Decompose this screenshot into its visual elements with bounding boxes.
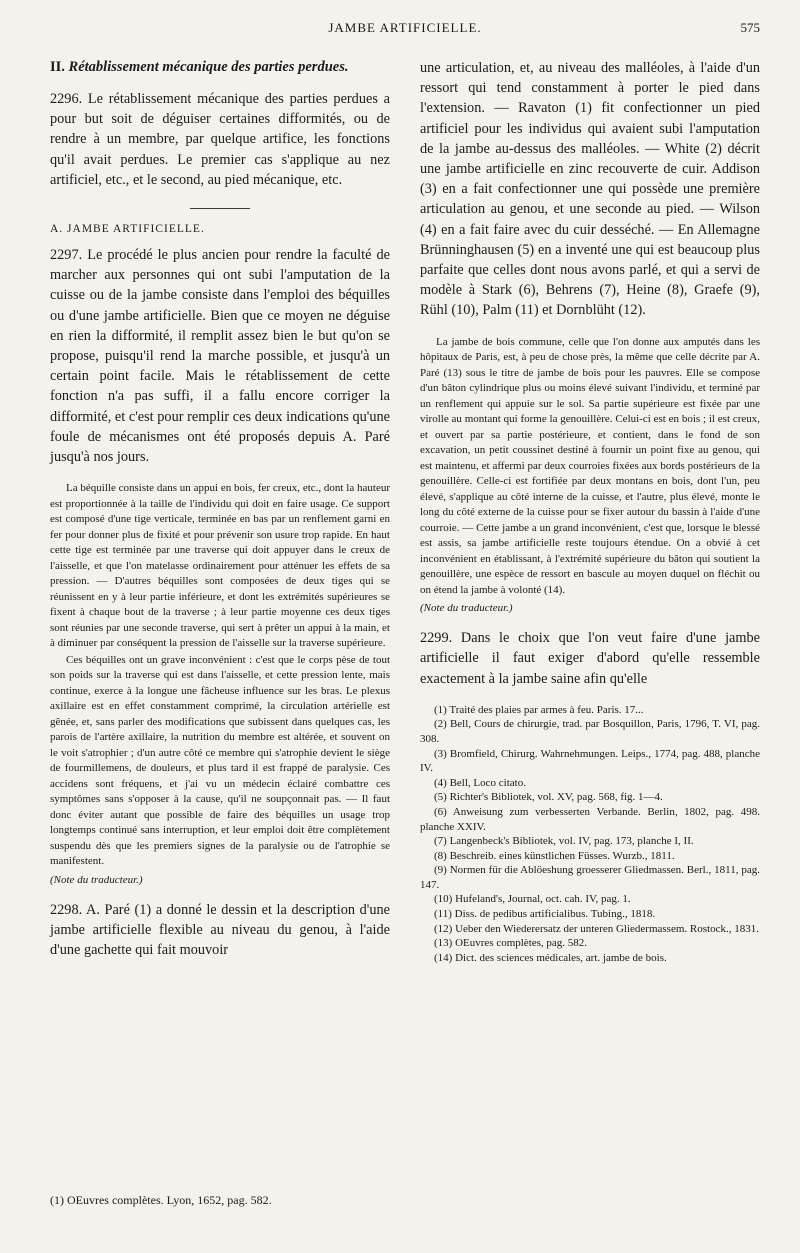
footnote: (14) Dict. des sciences médicales, art. jambe de bois.	[434, 951, 667, 964]
footnote: (1) Traité des plaies par armes à feu. Paris. 17...	[434, 703, 644, 716]
footnote: (8) Beschreib. eines künstlichen Füsses. Wurzb., 1811.	[434, 849, 675, 862]
right-column	[420, 58, 760, 965]
page-header	[50, 20, 760, 42]
footnote: (12) Ueber den Wiederersatz der unteren Gliedermassem. Rostock., 1831.	[434, 922, 759, 935]
paragraph-2297: 2297. Le procédé le plus ancien pour rendre la faculté de marcher aux personnes qui ont subi l'amputation de la cuisse ou de la jambe consiste dans l'emploi des béquilles ou d'une jambe artificielle. Bien que ce moyen ne déguise en rien la difformité, il remplit assez bien le but qu'on se propose, puisqu'il rend la marche possible, et jusqu'à un certain point facile. Mais le rétablissement de cette fonction n'a pas suffi, il a fallu encore corriger la difformité, et c'est pour remplir ces deux indications qu'une foule de mécanismes ont été proposés depuis A. Paré jusqu'à nos jours.	[50, 247, 390, 466]
paragraph-2296: 2296. Le rétablissement mécanique des parties perdues a pour but soit de déguiser certaines difformités, ou de rendre à un membre, par quelque artifice, les fonctions qu'il avait perdues. Le premier cas s'applique au nez artificiel, etc., et le second, au pied mécanique, etc.	[50, 91, 390, 188]
footnote: (10) Hufeland's, Journal, oct. cah. IV, pag. 1.	[434, 893, 631, 906]
subsection-title	[50, 58, 390, 77]
footnote: (7) Langenbeck's Bibliotek, vol. IV, pag. 173, planche I, II.	[434, 835, 694, 848]
spacer	[50, 467, 390, 481]
subsection-title-text: Rétablissement mécanique des parties perdues.	[68, 59, 349, 75]
running-title: JAMBE ARTIFICIELLE.	[328, 20, 482, 35]
section-divider	[190, 208, 250, 209]
translator-note-credit: (Note du traducteur.)	[420, 602, 513, 615]
translator-note-paragraph: La jambe de bois commune, celle que l'on donne aux amputés dans les hôpitaux de Paris, est, à peu de chose près, la même que celle décrite par A. Paré (13) sous le titre de jambe de bois pour les pauvres. Elle se compose d'un bâton cylindrique plus ou moins élevé suivant l'individu, et terminé par un renflement qui appuie sur le sol. Sa partie supérieure est fixée par une virolle au montant qui forme la genouillère. Celui-ci est en bois ; il est creux, et ouvert par sa partie postérieure, et contient, dans le fond de son excavation, un petit coussinet destiné à fournir un point fixe au genou, qui est maintenu, et affermi par deux courroies fixées aux bords postérieurs de la genouillère. Celle-ci est fortifiée par deux montans en bois, dont l'un, peu élevé, s'applique au côté interne de la cuisse, et l'autre, plus élevé, monte le long du côté externe de la cuisse pour se fixer autour du bassin à l'aide d'une courroie. — Cette jambe a un grand inconvénient, c'est que, lorsque le blessé est assis, sa jambe artificielle reste toujours étendue. On a obvié à cet inconvénient en établissant, à l'extrémité supérieure du bâton qui soutient la genouillère, une espèce de ressort en bascule au moyen duquel on fléchit ou on étend la jambe à volonté (14).	[420, 335, 760, 596]
left-column	[50, 58, 390, 960]
footnote: (3) Bromfield, Chirurg. Wahrnehmungen. Leips., 1774, pag. 488, planche IV.	[420, 747, 760, 775]
spacer	[420, 321, 760, 335]
footnote-left: (1) OEuvres complètes. Lyon, 1652, pag. 582.	[50, 1193, 272, 1207]
footnote: (4) Bell, Loco citato.	[434, 776, 526, 789]
page-number: 575	[740, 20, 760, 35]
footnote: (9) Normen für die Ablöeshung groesserer Gliedmassen. Berl., 1811, pag. 147.	[420, 864, 760, 891]
footnotes-list	[420, 703, 760, 966]
paragraph-2298-continued: une articulation, et, au niveau des malléoles, à l'aide d'un ressort qui tend constamment à porter le pied dans l'extension. — Ravaton (1) fit confectionner un pied artificiel pour les individus qui avaient subi l'amputation de la jambe au-dessus des malléoles. — White (2) décrit une jambe artificielle en zinc recouverte de cuir. Addison (3) en a fait confectionner une qui possède une première articulation au genou, et une seconde au pied. — Wilson (4) en a fait faire avec du cuir desséché. — En Allemagne Brünninghausen (5) en a inventé une qui est beaucoup plus parfaite que celles dont nous avons parlé, et qui a servi de modèle à Stark (6), Behrens (7), Heine (8), Graefe (9), Rühl (10), Palm (11) et Dornblüht (12).	[420, 60, 760, 319]
section-heading: A. JAMBE ARTIFICIELLE.	[50, 223, 205, 236]
footnote: (5) Richter's Bibliotek, vol. XV, pag. 568, fig. 1—4.	[434, 791, 663, 804]
translator-note-credit: (Note du traducteur.)	[50, 873, 143, 886]
footnote: (13) OEuvres complètes, pag. 582.	[434, 937, 588, 950]
paragraph-2299: 2299. Dans le choix que l'on veut faire d'une jambe artificielle il faut exiger d'abord qu'elle ressemble exactement à la jambe saine afin qu'elle	[420, 630, 760, 687]
translator-note-paragraph: La béquille consiste dans un appui en bois, fer creux, etc., dont la hauteur est proportionnée à la taille de l'individu qui doit en faire usage. Ce support est composé d'une tige verticale, terminée en bas par un renflement garni en fer pour donner plus de fixité et pour prévenir son usure trop rapide. En haut cette tige est terminée par une traverse qui doit appuyer dans le creux de l'aisselle, et que l'on matelasse ordinairement pour atténuer les effets de sa pression. — D'autres béquilles sont composées de deux tiges qui se réunissent en y à leur partie inférieure, et dont les extrémités supérieures se fixent à chaque bout de la traverse ; à leur partie moyenne ces deux tiges sont réunies par une seconde traverse, qui sert à prêter un appui à la main, et à diminuer par conséquent la pression de l'aisselle sur la traverse supérieure.	[50, 482, 390, 650]
translator-note-paragraph: Ces béquilles ont un grave inconvénient : c'est que le corps pèse de tout son poids sur la traverse qui est dans l'aisselle, et cette pression lente, mais continue, exerce à la longue une fâcheuse influence sur les bras. Le plexus axillaire est en effet constamment comprimé, la circulation artérielle est gênée, et, sans parler des modifications que subissent dans quelques cas, les parois de l'artère axillaire, la nutrition du membre est altérée, et souvent on le voit s'atrophier ; d'un autre côté ce membre qui s'atrophie devient le siège de fourmillemens, de douleurs, et plus tard il est frappé de paralysie. Ces accidens sont fréquens, et j'ai vu un médecin éclairé combattre ces symptômes sans s'opposer à la cause, qu'il ne soupçonnait pas. — Il faut donc éviter autant que possible de faire des béquilles un usage trop longtemps continué sans interruption, et leur emploi doit être complètement suspendu dès que les premiers signes de la paralysie ou de l'atrophie se manifestent.	[50, 653, 390, 868]
footnote: (11) Diss. de pedibus artificialibus. Tubing., 1818.	[434, 908, 656, 921]
subsection-number: II.	[50, 59, 65, 75]
paragraph-2298: 2298. A. Paré (1) a donné le dessin et la description d'une jambe artificielle flexible au niveau du genou, à l'aide d'une gachette qui fait mouvoir	[50, 901, 390, 959]
footnote: (6) Anweisung zum verbesserten Verbande. Berlin, 1802, pag. 498. planche XXIV.	[420, 805, 760, 833]
footnote: (2) Bell, Cours de chirurgie, trad. par Bosquillon, Paris, 1796, T. VI, pag. 308.	[420, 718, 760, 745]
spacer	[420, 689, 760, 703]
